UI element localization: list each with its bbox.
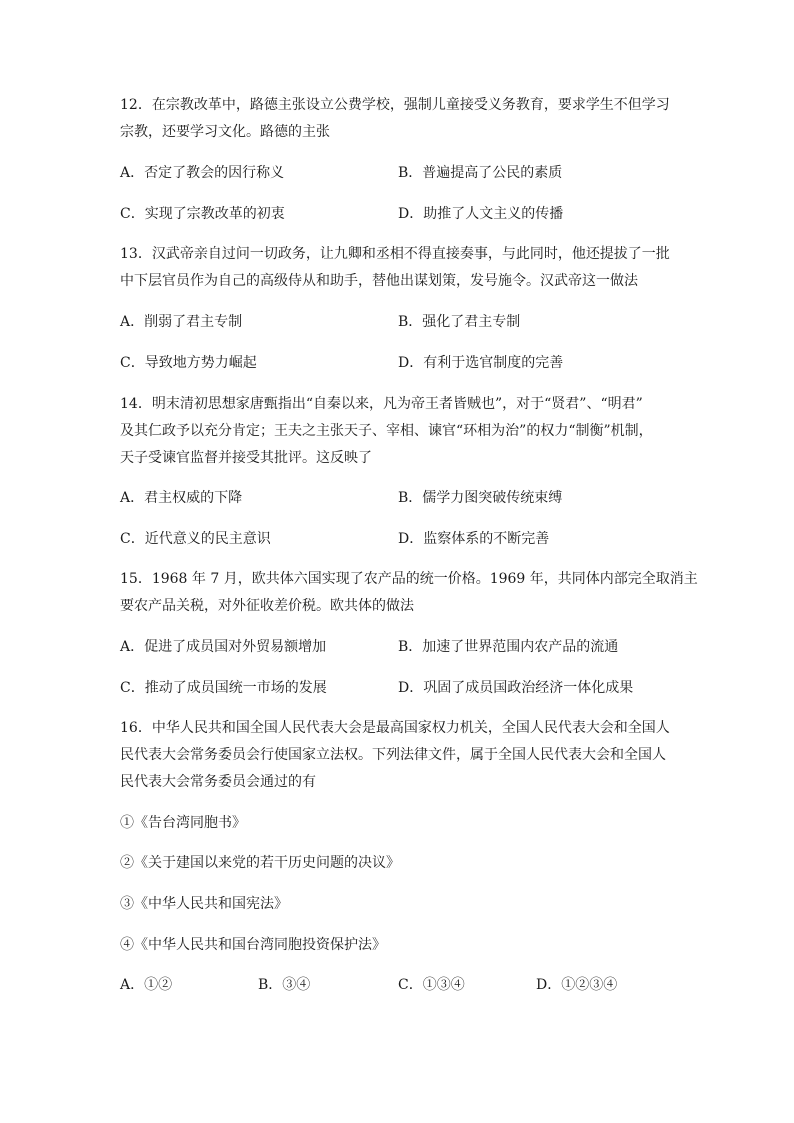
question-16-stem-line-1: 16．中华人民共和国全国人民代表大会是最高国家权力机关，全国人民代表大会和全国人 [120, 720, 670, 736]
question-15-option-a[interactable]: A．促进了成员国对外贸易额增加 [120, 639, 327, 655]
question-13-option-d[interactable]: D．有利于选官制度的完善 [398, 355, 564, 371]
question-16-option-d[interactable]: D．①②③④ [536, 977, 618, 993]
question-16-option-c[interactable]: C．①③④ [398, 977, 465, 993]
question-12-stem-line-2: 宗教，还要学习文化。路德的主张 [120, 124, 330, 140]
question-13-stem-line-1: 13．汉武帝亲自过问一切政务，让九卿和丞相不得直接奏事，与此同时，他还提拔了一批 [120, 246, 670, 262]
question-16-option-b[interactable]: B．③④ [258, 977, 311, 993]
question-13-option-b[interactable]: B．强化了君主专制 [398, 314, 521, 330]
question-14-option-d[interactable]: D．监察体系的不断完善 [398, 531, 550, 547]
question-12-option-c[interactable]: C．实现了宗教改革的初衷 [120, 206, 285, 222]
question-14-stem-line-1: 14．明末清初思想家唐甄指出“自秦以来，凡为帝王者皆贼也”，对于“贤君”、“明君” [120, 396, 643, 412]
question-13-stem-line-2: 中下层官员作为自己的高级侍从和助手，替他出谋划策，发号施令。汉武帝这一做法 [120, 273, 638, 289]
question-14-option-b[interactable]: B．儒学力图突破传统束缚 [398, 490, 563, 506]
question-12-stem-line-1: 12．在宗教改革中，路德主张设立公费学校，强制儿童接受义务教育，要求学生不但学习 [120, 97, 670, 113]
question-14-stem-line-2: 及其仁政予以充分肯定；王夫之主张天子、宰相、谏官“环相为治”的权力“制衡”机制， [120, 423, 653, 439]
question-14-option-c[interactable]: C．近代意义的民主意识 [120, 531, 271, 547]
question-14-option-a[interactable]: A．君主权威的下降 [120, 490, 243, 506]
question-12-option-b[interactable]: B．普遍提高了公民的素质 [398, 165, 563, 181]
question-14-stem-line-3: 天子受谏官监督并接受其批评。这反映了 [120, 450, 372, 466]
question-15-stem-line-2: 要农产品关税，对外征收差价税。欧共体的做法 [120, 598, 414, 614]
question-12-option-a[interactable]: A．否定了教会的因行称义 [120, 165, 285, 181]
question-15-option-b[interactable]: B．加速了世界范围内农产品的流通 [398, 639, 619, 655]
question-13-option-c[interactable]: C．导致地方势力崛起 [120, 355, 257, 371]
question-13-option-a[interactable]: A．削弱了君主专制 [120, 314, 243, 330]
question-16-option-a[interactable]: A．①② [120, 977, 173, 993]
question-15-option-d[interactable]: D．巩固了成员国政治经济一体化成果 [398, 680, 634, 696]
question-12-option-d[interactable]: D．助推了人文主义的传播 [398, 206, 564, 222]
question-16-stem-line-3: 民代表大会常务委员会通过的有 [120, 774, 316, 790]
question-15-stem-line-1: 15．1968 年 7 月，欧共体六国实现了农产品的统一价格。1969 年，共同体内部完全取消主 [120, 571, 698, 587]
question-16-item-2: ②《关于建国以来党的若干历史问题的决议》 [120, 855, 400, 871]
question-16-item-3: ③《中华人民共和国宪法》 [120, 896, 288, 912]
question-15-option-c[interactable]: C．推动了成员国统一市场的发展 [120, 680, 327, 696]
question-16-stem-line-2: 民代表大会常务委员会行使国家立法权。下列法律文件，属于全国人民代表大会和全国人 [120, 747, 666, 763]
question-16-item-1: ①《告台湾同胞书》 [120, 815, 246, 831]
question-16-item-4: ④《中华人民共和国台湾同胞投资保护法》 [120, 937, 386, 953]
